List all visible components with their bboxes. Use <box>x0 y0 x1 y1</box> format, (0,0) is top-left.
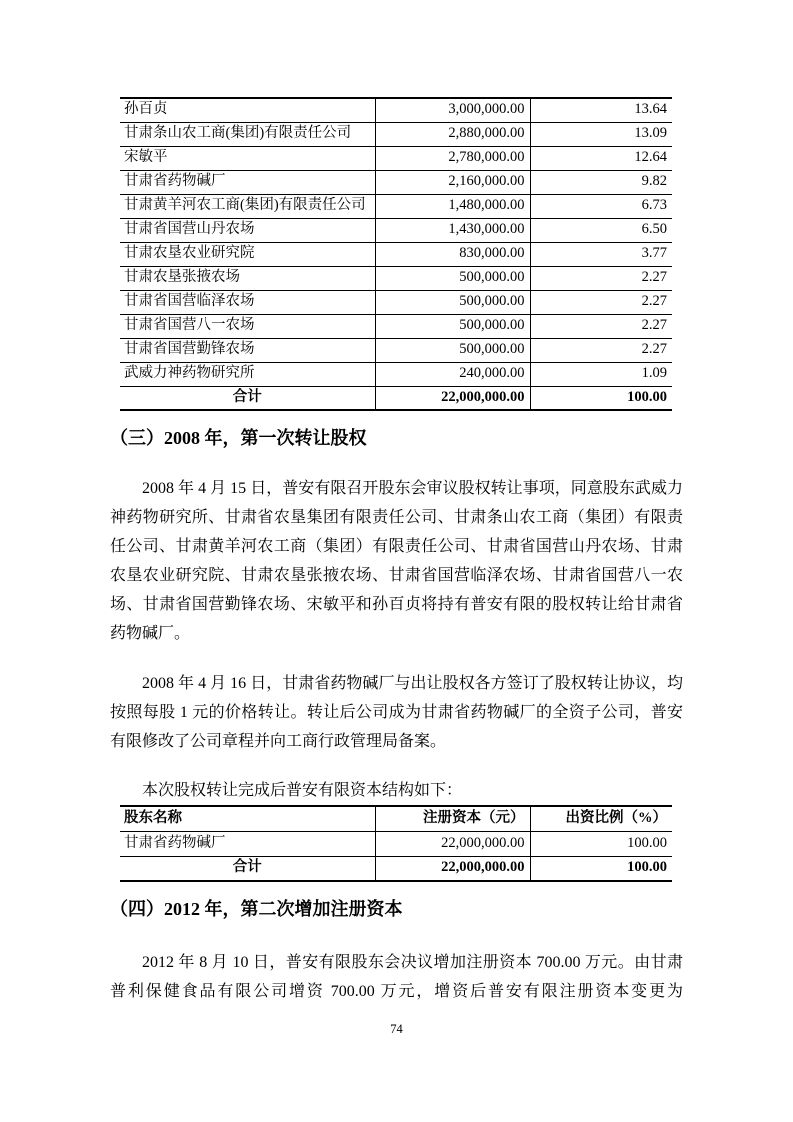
capital-value: 500,000.00 <box>375 266 530 290</box>
capital-value: 3,000,000.00 <box>375 98 530 122</box>
capital-value: 500,000.00 <box>375 314 530 338</box>
shareholder-name: 甘肃农垦农业研究院 <box>120 242 375 266</box>
capital-value: 2,780,000.00 <box>375 146 530 170</box>
capital-value: 1,430,000.00 <box>375 218 530 242</box>
capital-structure-table-1 <box>120 97 672 411</box>
capital-value: 500,000.00 <box>375 338 530 362</box>
shareholder-name: 孙百贞 <box>120 98 375 122</box>
table-row <box>120 290 672 314</box>
page-number: 74 <box>390 1022 403 1036</box>
table-total-row <box>120 856 672 881</box>
ratio-value: 2.27 <box>530 266 672 290</box>
capital-value: 2,160,000.00 <box>375 170 530 194</box>
ratio-value: 9.82 <box>530 170 672 194</box>
paragraph: 2012 年 8 月 10 日，普安有限股东会决议增加注册资本 700.00 万元。由甘肃普利保健食品有限公司增资 700.00 万元，增资后普安有限注册资本变更为 <box>110 954 683 1000</box>
ratio-value: 12.64 <box>530 146 672 170</box>
shareholder-name: 甘肃省药物碱厂 <box>120 831 375 856</box>
ratio-value: 3.77 <box>530 242 672 266</box>
table-row <box>120 218 672 242</box>
total-label: 合计 <box>120 856 375 881</box>
table-row <box>120 146 672 170</box>
total-capital: 22,000,000.00 <box>375 386 530 410</box>
shareholder-name: 武威力神药物研究所 <box>120 362 375 386</box>
table-row <box>120 194 672 218</box>
total-ratio: 100.00 <box>627 388 667 405</box>
shareholder-name: 甘肃农垦张掖农场 <box>120 266 375 290</box>
total-label: 合计 <box>120 386 375 410</box>
shareholder-name: 甘肃省药物碱厂 <box>120 170 375 194</box>
capital-value: 830,000.00 <box>375 242 530 266</box>
ratio-value: 13.09 <box>530 122 672 146</box>
header-registered-capital: 注册资本（元） <box>375 806 530 831</box>
table-row <box>120 338 672 362</box>
ratio-value: 6.73 <box>530 194 672 218</box>
shareholder-name: 甘肃省国营临泽农场 <box>120 290 375 314</box>
table-row <box>120 98 672 122</box>
shareholder-name: 甘肃省国营勤锋农场 <box>120 338 375 362</box>
capital-structure-table-2 <box>120 805 672 882</box>
ratio-value: 2.27 <box>530 338 672 362</box>
capital-value: 1,480,000.00 <box>375 194 530 218</box>
total-ratio: 100.00 <box>627 859 667 876</box>
table-row <box>120 362 672 386</box>
ratio-value: 1.09 <box>530 362 672 386</box>
header-contribution-ratio: 出资比例（%） <box>530 806 672 831</box>
table-row <box>120 314 672 338</box>
capital-value: 500,000.00 <box>375 290 530 314</box>
table-row <box>120 266 672 290</box>
table-row <box>120 242 672 266</box>
capital-value: 2,880,000.00 <box>375 122 530 146</box>
section-heading-4: （四）2012 年，第二次增加注册资本 <box>110 899 403 919</box>
paragraph: 2008 年 4 月 16 日，甘肃省药物碱厂与出让股权各方签订了股权转让协议，均按照每股 1 元的价格转让。转让后公司成为甘肃省药物碱厂的全资子公司，普安有限修改了公司章程并向工商行政管理局备案。 <box>110 675 683 750</box>
shareholder-name: 宋敏平 <box>120 146 375 170</box>
capital-value: 240,000.00 <box>375 362 530 386</box>
table-header-row <box>120 806 672 831</box>
ratio-value: 13.64 <box>530 98 672 122</box>
ratio-value: 100.00 <box>530 831 672 856</box>
ratio-value: 2.27 <box>530 314 672 338</box>
shareholder-name: 甘肃黄羊河农工商(集团)有限责任公司 <box>120 194 375 218</box>
ratio-value: 6.50 <box>530 218 672 242</box>
ratio-value: 2.27 <box>530 290 672 314</box>
table-row <box>120 122 672 146</box>
header-shareholder-name: 股东名称 <box>120 806 375 831</box>
section-heading-3: （三）2008 年，第一次转让股权 <box>110 428 367 448</box>
shareholder-name: 甘肃省国营八一农场 <box>120 314 375 338</box>
capital-value: 22,000,000.00 <box>375 831 530 856</box>
shareholder-name: 甘肃省国营山丹农场 <box>120 218 375 242</box>
paragraph: 本次股权转让完成后普安有限资本结构如下： <box>142 782 463 799</box>
table-row <box>120 831 672 856</box>
shareholder-name: 甘肃条山农工商(集团)有限责任公司 <box>120 122 375 146</box>
total-capital: 22,000,000.00 <box>375 856 530 881</box>
paragraph: 2008 年 4 月 15 日，普安有限召开股东会审议股权转让事项，同意股东武威力神药物研究所、甘肃省农垦集团有限责任公司、甘肃条山农工商（集团）有限责任公司、甘肃黄羊河农工商（集团）有限责任公司、甘肃省国营山丹农场、甘肃农垦农业研究院、甘肃农垦张掖农场、甘肃省国营临泽农场、甘肃省国营八一农场、甘肃省国营勤锋农场、宋敏平和孙百贞将持有普安有限的股权转让给甘肃省药物碱厂。 <box>110 480 683 642</box>
table-row <box>120 170 672 194</box>
table-total-row <box>120 386 672 410</box>
